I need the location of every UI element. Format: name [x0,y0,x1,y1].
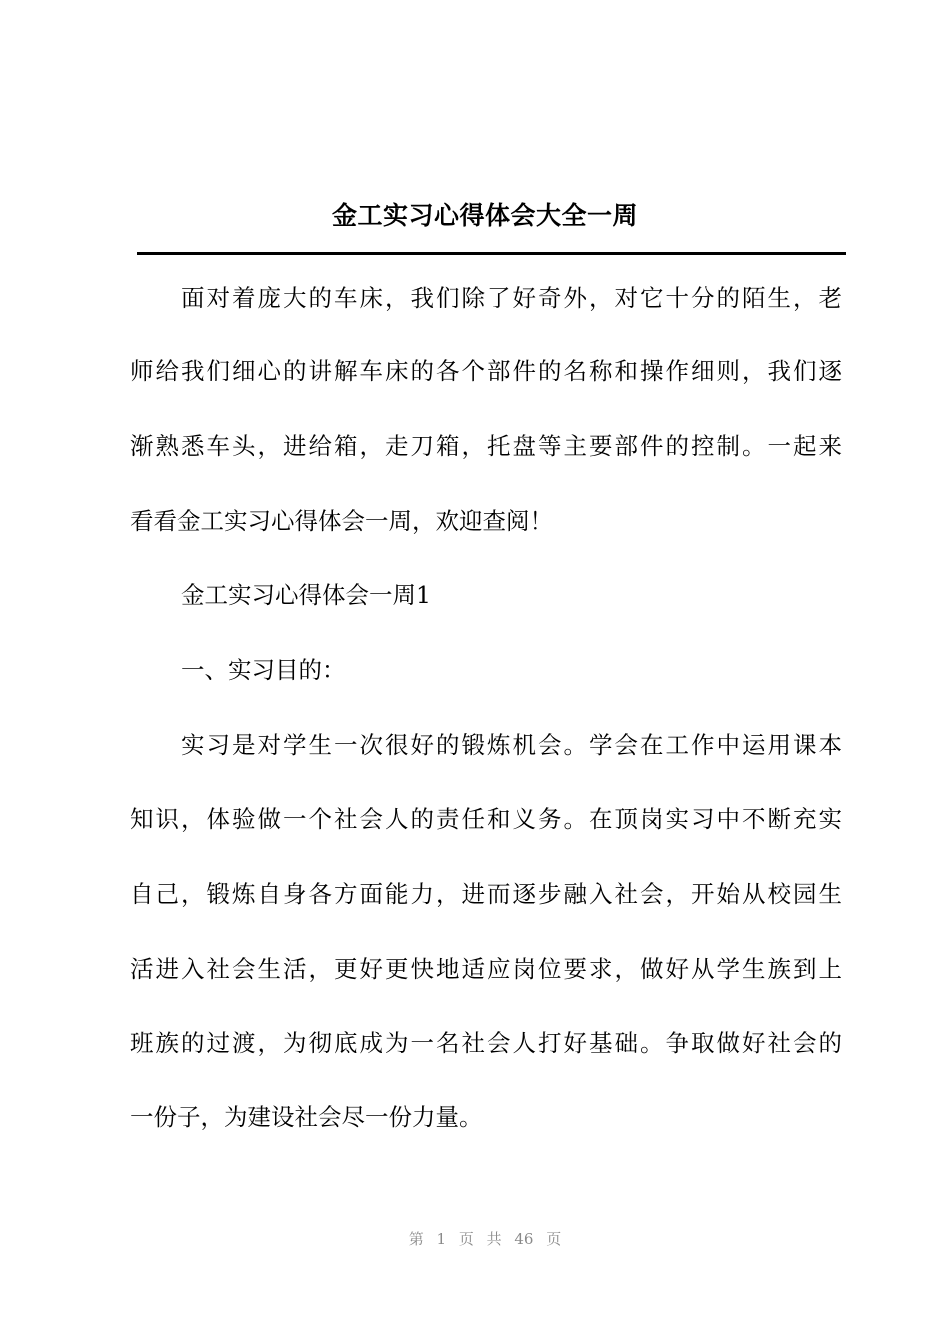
body-line-1: 实习是对学生一次很好的锻炼机会。学会在工作中运用课本 [181,731,842,759]
body-line-5: 班族的过渡，为彻底成为一名社会人打好基础。争取做好社会的 [130,1029,842,1057]
body-line-6: 一份子，为建设社会尽一份力量。 [130,1103,483,1131]
intro-line-1: 面对着庞大的车床，我们除了好奇外，对它十分的陌生，老 [181,284,842,312]
body-line-4: 活进入社会生活，更好更快地适应岗位要求，做好从学生族到上 [130,955,842,983]
intro-line-2: 师给我们细心的讲解车床的各个部件的名称和操作细则，我们逐 [130,357,842,385]
document-title: 金工实习心得体会大全一周 [331,201,638,230]
body-line-2: 知识，体验做一个社会人的责任和义务。在顶岗实习中不断充实 [130,805,842,833]
page-footer: 第 1 页 共 46 页 [408,1230,562,1248]
title-divider [137,252,846,255]
body-line-3: 自己，锻炼自身各方面能力，进而逐步融入社会，开始从校园生 [130,880,842,908]
intro-line-4: 看看金工实习心得体会一周，欢迎查阅！ [130,507,553,535]
section-heading: 金工实习心得体会一周1 [181,581,431,609]
subheading: 一、实习目的： [181,656,346,684]
intro-line-3: 渐熟悉车头，进给箱，走刀箱，托盘等主要部件的控制。一起来 [130,432,842,460]
